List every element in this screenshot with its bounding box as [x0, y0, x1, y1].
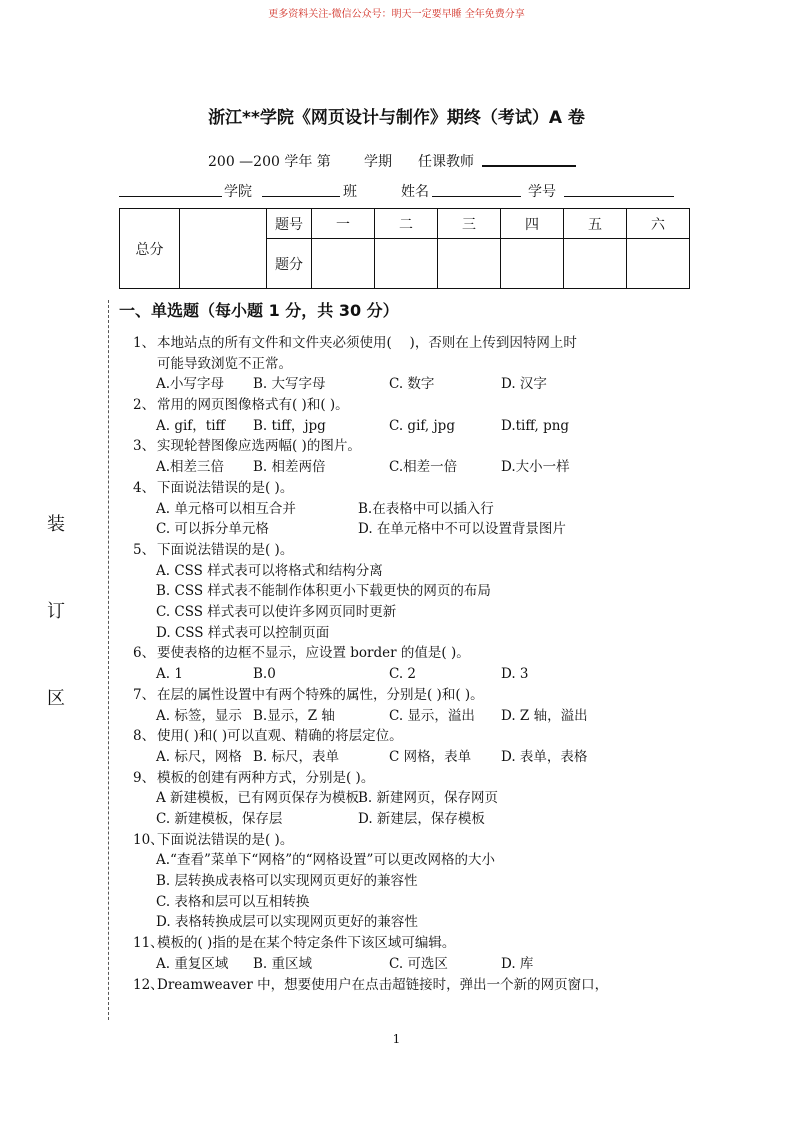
question-stem: [133, 768, 693, 789]
option-row: [133, 602, 693, 623]
question-text: 可能导致浏览不正常。: [157, 355, 292, 372]
answer-option[interactable]: C. 可以拆分单元格: [156, 521, 269, 538]
question-number: 7、: [133, 686, 156, 703]
question-number: 五: [564, 209, 627, 239]
question-number: 10、: [133, 831, 164, 848]
answer-option[interactable]: C. 数字: [389, 376, 435, 393]
question-text: 实现轮替图像应选两幅( )的图片。: [157, 438, 361, 455]
answer-option[interactable]: B. 相差两倍: [253, 459, 326, 476]
score-cell[interactable]: [627, 239, 690, 289]
question-text: 模板的( )指的是在某个特定条件下该区域可编辑。: [157, 935, 456, 952]
question-stem: [133, 685, 693, 706]
option-row: [133, 788, 693, 809]
question-number: 1、: [133, 335, 156, 351]
score-cell[interactable]: [375, 239, 438, 289]
answer-option[interactable]: A. 标签，显示: [156, 707, 242, 724]
question-text: 模板的创建有两种方式，分别是( )。: [157, 769, 375, 786]
answer-option[interactable]: C 网格，表单: [389, 748, 472, 765]
answer-option[interactable]: D.tiff, png: [501, 417, 570, 434]
score-cell[interactable]: [501, 239, 564, 289]
question-stem: [133, 726, 693, 747]
question-number: 一: [312, 209, 375, 239]
section-heading: 一、单选题（每小题 1 分，共 30 分）: [119, 301, 399, 320]
option-row: [133, 561, 693, 582]
score-cell[interactable]: [564, 239, 627, 289]
answer-option[interactable]: A. gif，tiff: [156, 417, 226, 434]
question-text: 本地站点的所有文件和文件夹必须使用( )，否则在上传到因特网上时: [157, 335, 577, 351]
option-row: [133, 912, 693, 933]
score-table: [119, 208, 690, 289]
answer-option[interactable]: B. 标尺，表单: [253, 748, 340, 765]
answer-option[interactable]: C.相差一倍: [389, 459, 458, 476]
answer-option[interactable]: C. gif, jpg: [389, 417, 455, 434]
total-score-cell[interactable]: [180, 209, 267, 289]
answer-option[interactable]: A.相差三倍: [156, 459, 225, 476]
answer-option[interactable]: B. CSS 样式表不能制作体积更小下载更快的网页的布局: [156, 583, 491, 600]
answer-option[interactable]: A. 单元格可以相互合并: [156, 500, 296, 517]
question-stem: [133, 975, 693, 996]
option-row: [133, 416, 693, 437]
teacher-label: 任课教师: [418, 154, 474, 170]
page-number: 1: [392, 1032, 401, 1046]
answer-option[interactable]: C. CSS 样式表可以使许多网页同时更新: [156, 604, 397, 621]
top-banner: 更多资料关注-微信公众号：明天一定要早睡 全年免费分享: [268, 9, 525, 20]
option-row: [133, 747, 693, 768]
question-number: 三: [438, 209, 501, 239]
question-number: 4、: [133, 479, 156, 496]
answer-option[interactable]: A. 重复区域: [156, 955, 229, 972]
answer-option[interactable]: C. 表格和层可以互相转换: [156, 893, 310, 910]
question-stem: [133, 436, 693, 457]
question-text: 下面说法错误的是( )。: [157, 831, 294, 848]
answer-option[interactable]: D. 表格转换成层可以实现网页更好的兼容性: [156, 914, 418, 931]
college-blank[interactable]: [119, 182, 222, 197]
option-row: [133, 664, 693, 685]
student-id-blank[interactable]: [564, 182, 674, 197]
exam-title: 浙江**学院《网页设计与制作》期终（考试）A 卷: [208, 108, 585, 128]
question-number: 六: [627, 209, 690, 239]
answer-option[interactable]: D.大小一样: [501, 459, 570, 476]
question-text: 要使表格的边框不显示，应设置 border 的值是( )。: [157, 645, 470, 662]
answer-option[interactable]: B. 新建网页，保存网页: [358, 790, 499, 807]
answer-option[interactable]: B.0: [253, 666, 276, 683]
answer-option[interactable]: A. 1: [156, 666, 183, 683]
option-row: [133, 581, 693, 602]
answer-option[interactable]: A. CSS 样式表可以将格式和结构分离: [156, 562, 383, 579]
row-label-score: 题分: [267, 239, 312, 289]
answer-option[interactable]: A. 标尺，网格: [156, 748, 242, 765]
score-cell[interactable]: [438, 239, 501, 289]
question-number: 12、: [133, 976, 164, 993]
question-stem: [133, 933, 693, 954]
score-cell[interactable]: [312, 239, 375, 289]
answer-option[interactable]: D. CSS 样式表可以控制页面: [156, 624, 330, 641]
question-number: 9、: [133, 769, 156, 786]
question-text: Dreamweaver 中，想要使用户在点击超链接时，弹出一个新的网页窗口，: [157, 976, 609, 993]
option-row: [133, 871, 693, 892]
question-stem: [133, 478, 693, 499]
answer-option[interactable]: D. 3: [501, 666, 529, 683]
question-number: 二: [375, 209, 438, 239]
option-row: [133, 954, 693, 975]
answer-option[interactable]: B.显示，Z 轴: [253, 707, 335, 724]
option-row: [133, 809, 693, 830]
answer-option[interactable]: D. 汉字: [501, 376, 547, 393]
answer-option[interactable]: A 新建模板，已有网页保存为模板: [156, 790, 360, 807]
answer-option[interactable]: A.“查看”菜单下“网格”的“网格设置”可以更改网格的大小: [156, 852, 495, 869]
name-label: 姓名: [401, 184, 429, 200]
option-row: [133, 499, 693, 520]
teacher-blank[interactable]: [482, 151, 576, 167]
option-row: [133, 374, 693, 395]
question-text: 在层的属性设置中有两个特殊的属性，分别是( )和( )。: [157, 686, 484, 703]
question-number: 8、: [133, 728, 156, 745]
option-row: [133, 892, 693, 913]
year-range: 200 —200 学年 第: [208, 154, 331, 170]
question-number: 2、: [133, 397, 156, 414]
answer-option[interactable]: C. 显示，溢出: [389, 707, 475, 724]
answer-option[interactable]: C. 2: [389, 666, 417, 683]
total-label: 总分: [120, 209, 180, 289]
answer-option[interactable]: A.小写字母: [156, 376, 225, 393]
option-row: [133, 706, 693, 727]
answer-option[interactable]: C. 可选区: [389, 955, 448, 972]
binding-char: 装: [47, 514, 65, 535]
question-number: 11、: [133, 935, 164, 952]
class-label: 班: [343, 184, 357, 200]
binding-char: 区: [47, 688, 65, 709]
question-stem: [133, 540, 693, 561]
question-stem: [133, 830, 693, 851]
name-blank[interactable]: [432, 182, 521, 197]
question-text: 常用的网页图像格式有( )和( )。: [157, 397, 349, 414]
option-row: [133, 623, 693, 644]
answer-option[interactable]: D. 新建层，保存模板: [358, 810, 485, 827]
question-stem: [133, 333, 693, 374]
term-label: 学期: [364, 154, 392, 170]
question-number: 3、: [133, 438, 156, 455]
binding-char: 订: [47, 601, 65, 622]
answer-option[interactable]: C. 新建模板，保存层: [156, 810, 283, 827]
answer-option[interactable]: B. 层转换成表格可以实现网页更好的兼容性: [156, 873, 418, 890]
row-label-number: 题号: [267, 209, 312, 239]
answer-option[interactable]: B. tiff，jpg: [253, 417, 326, 434]
class-blank[interactable]: [262, 182, 340, 197]
question-text: 使用( )和( )可以直观、精确的将层定位。: [157, 728, 403, 745]
college-label: 学院: [224, 184, 252, 200]
question-number: 6、: [133, 645, 156, 662]
answer-option[interactable]: D. 在单元格中不可以设置背景图片: [358, 521, 566, 538]
option-row: [133, 519, 693, 540]
answer-option[interactable]: B. 大写字母: [253, 376, 326, 393]
question-stem: [133, 643, 693, 664]
question-number: 四: [501, 209, 564, 239]
answer-option[interactable]: D. 表单，表格: [501, 748, 588, 765]
question-text: 下面说法错误的是( )。: [157, 479, 294, 496]
question-number: 5、: [133, 541, 156, 558]
answer-option[interactable]: D. 库: [501, 955, 534, 972]
question-stem: [133, 395, 693, 416]
answer-option[interactable]: B. 重区域: [253, 955, 313, 972]
question-text: 下面说法错误的是( )。: [157, 541, 294, 558]
option-row: [133, 457, 693, 478]
option-row: [133, 850, 693, 871]
answer-option[interactable]: B.在表格中可以插入行: [358, 500, 494, 517]
question-list: [133, 333, 693, 995]
answer-option[interactable]: D. Z 轴，溢出: [501, 707, 588, 724]
binding-dashed-line: [108, 300, 109, 1020]
student-id-label: 学号: [528, 184, 556, 200]
